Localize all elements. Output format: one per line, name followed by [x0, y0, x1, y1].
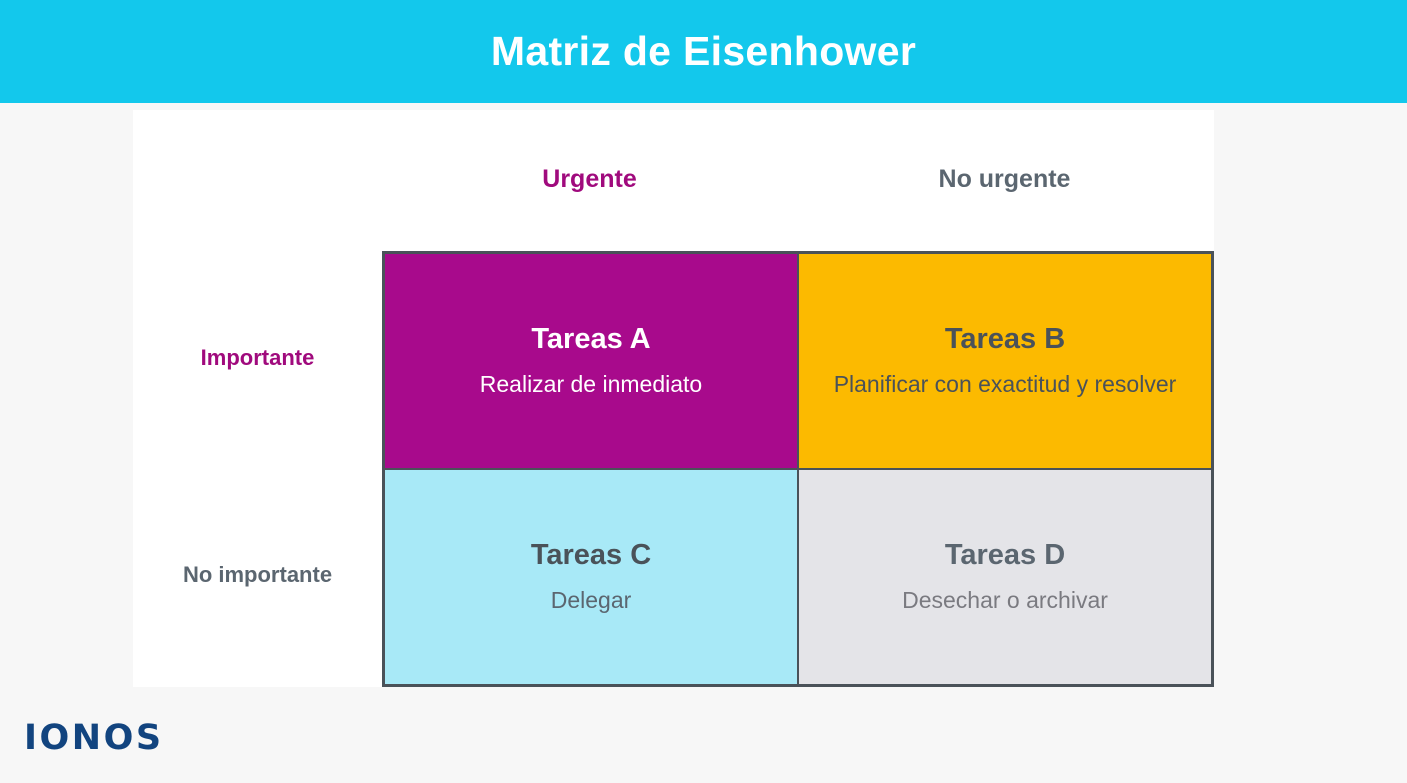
page-header [0, 0, 1407, 103]
quadrant-description-a: Realizar de inmediato [479, 370, 703, 397]
quadrant-tareas-d [799, 470, 1211, 684]
row-header-not-important: No importante [182, 562, 333, 587]
quadrant-tareas-c [385, 470, 797, 684]
quadrant-title-d: Tareas D [944, 538, 1066, 571]
column-header-urgent: Urgente [542, 165, 637, 193]
quadrant-description-c: Delegar [550, 586, 632, 613]
quadrant-tareas-a [385, 254, 797, 468]
column-header-not-urgent: No urgente [938, 165, 1071, 193]
row-header-important: Importante [200, 345, 315, 370]
quadrant-title-a: Tareas A [531, 322, 651, 355]
quadrant-title-c: Tareas C [530, 538, 652, 571]
quadrant-title-b: Tareas B [944, 322, 1066, 355]
quadrant-tareas-b [799, 254, 1211, 468]
quadrant-description-b: Planificar con exactitud y resolver [833, 370, 1177, 397]
ionos-logo: IONOS [24, 718, 164, 758]
quadrant-description-d: Desechar o archivar [902, 586, 1108, 613]
page-title: Matriz de Eisenhower [490, 28, 917, 74]
eisenhower-matrix [382, 251, 1214, 687]
